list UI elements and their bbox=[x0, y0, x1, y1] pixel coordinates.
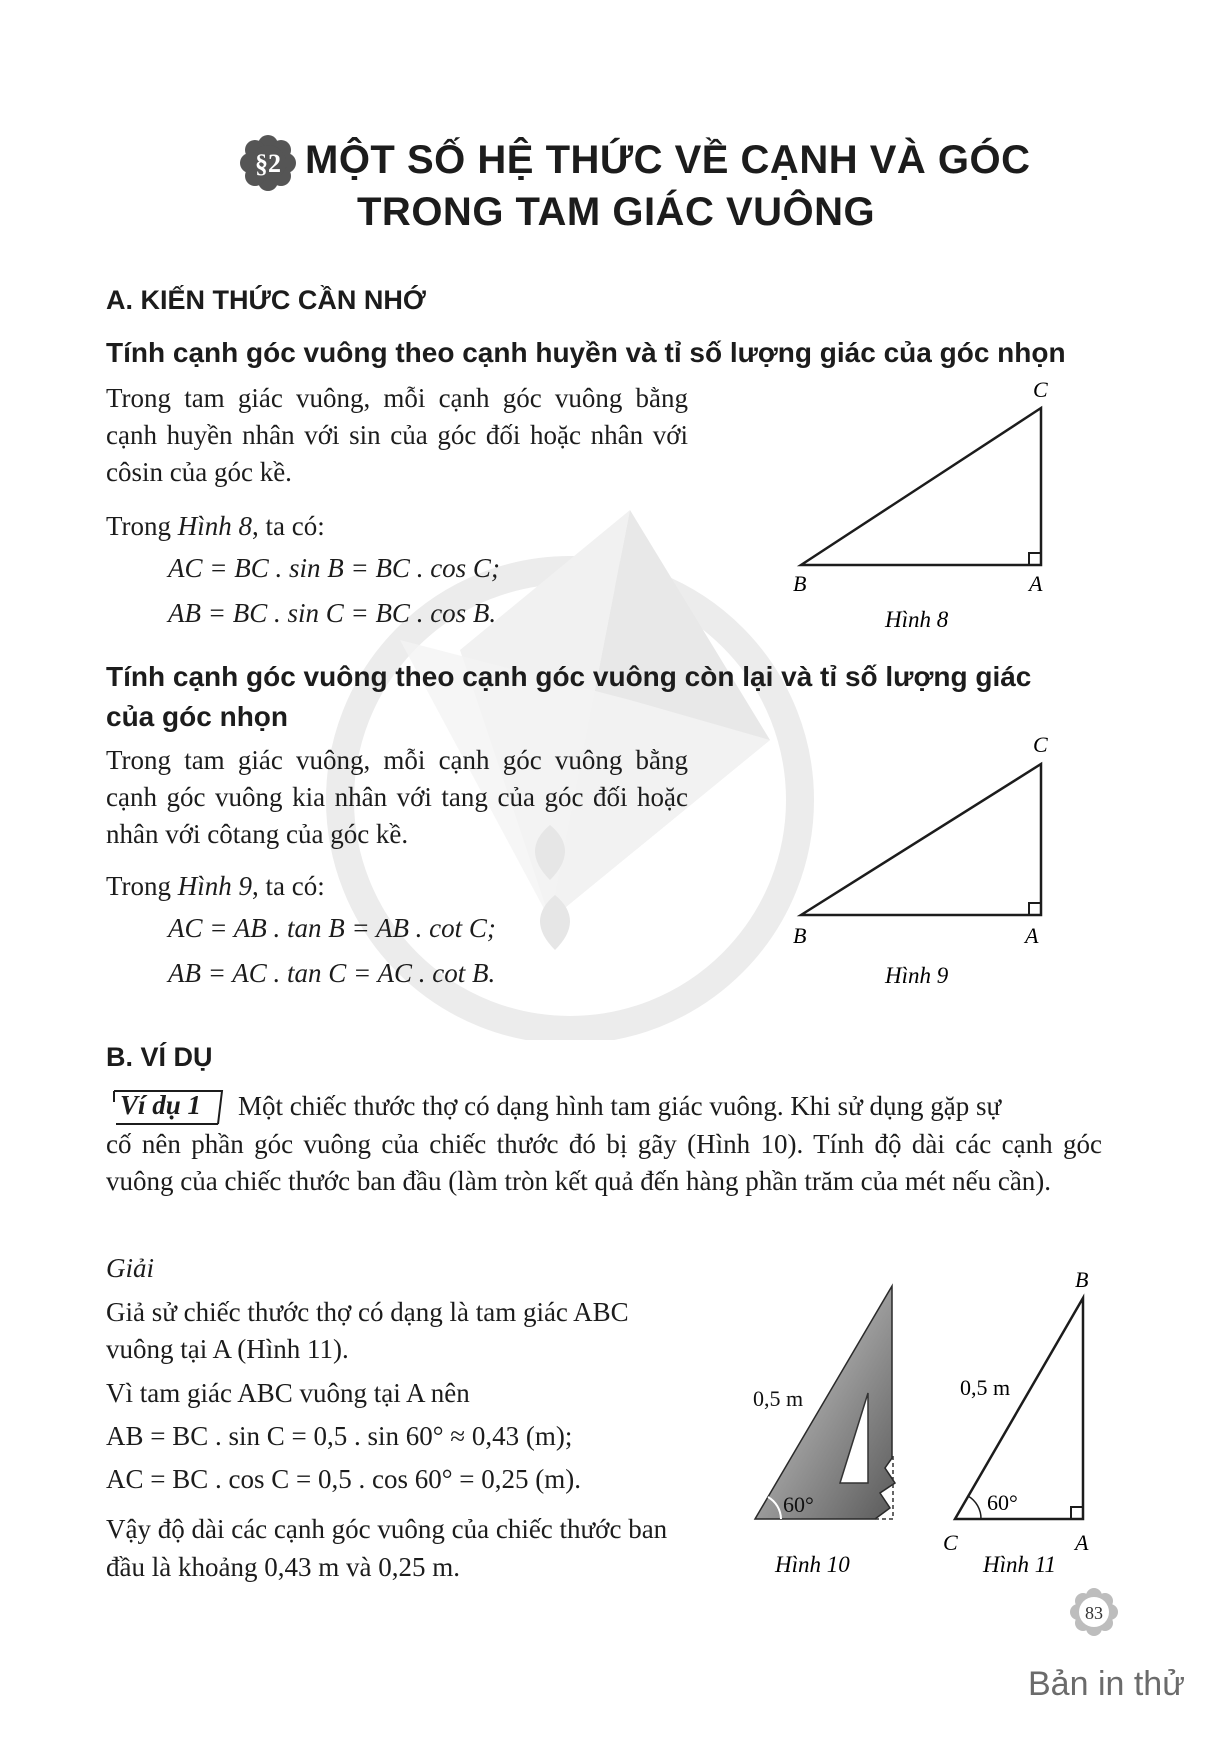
part1-subheading: Tính cạnh góc vuông theo cạnh huyền và tỉ số lượng giác của góc nhọn bbox=[106, 337, 1066, 368]
fig8-label-c: C bbox=[1033, 377, 1048, 402]
intro-prefix: Trong bbox=[106, 871, 178, 901]
fig11-length: 0,5 m bbox=[960, 1375, 1011, 1400]
solution-line3: Vì tam giác ABC vuông tại A nên bbox=[106, 1378, 470, 1408]
solution-line1: Giả sử chiếc thước thợ có dạng là tam giác ABC bbox=[106, 1297, 629, 1327]
example-tag bbox=[106, 1088, 228, 1126]
page-number-flower-icon bbox=[1070, 1588, 1118, 1636]
watermark-text: Bản in thử bbox=[1028, 1665, 1185, 1703]
example-problem-line1: Một chiếc thước thợ có dạng hình tam giác vuông. Khi sử dụng gặp sự bbox=[238, 1091, 1002, 1121]
fig8-label-a: A bbox=[1029, 571, 1043, 596]
section-b-heading: B. VÍ DỤ bbox=[106, 1042, 213, 1072]
page-number-badge bbox=[1070, 1588, 1118, 1636]
fig11-label-a: A bbox=[1075, 1530, 1089, 1555]
fig11-label-c: C bbox=[943, 1530, 958, 1555]
intro-suffix: , ta có: bbox=[252, 511, 325, 541]
figure-10-set-square bbox=[745, 1278, 905, 1608]
part2-eq2: AB = AC . tan C = AC . cot B. bbox=[168, 958, 496, 988]
figure-8-triangle bbox=[785, 372, 1065, 637]
example-tag-label: Ví dụ 1 bbox=[120, 1090, 202, 1120]
figure-11-triangle bbox=[935, 1262, 1105, 1607]
fig8-caption: Hình 8 bbox=[885, 607, 949, 632]
page-number: 83 bbox=[1085, 1603, 1103, 1623]
solution-label: Giải bbox=[106, 1253, 155, 1283]
page-title-line2: TRONG TAM GIÁC VUÔNG bbox=[357, 190, 876, 234]
fig10-length: 0,5 m bbox=[753, 1386, 804, 1411]
figure-9-triangle bbox=[785, 727, 1065, 992]
solution-eq2: AC = BC . cos C = 0,5 . cos 60° = 0,25 (m). bbox=[106, 1464, 581, 1494]
fig11-label-b: B bbox=[1075, 1267, 1089, 1292]
intro-fig-ref: Hình 9 bbox=[177, 871, 253, 901]
section-a-heading: A. KIẾN THỨC CẦN NHỚ bbox=[106, 285, 426, 315]
part2-body: Trong tam giác vuông, mỗi cạnh góc vuông bằng cạnh góc vuông kia nhân với tang của góc đối hoặc nhân với côtang của góc kề. bbox=[106, 745, 688, 849]
part1-eq1: AC = BC . sin B = BC . cos C; bbox=[168, 553, 500, 583]
part2-subheading-line1: Tính cạnh góc vuông theo cạnh góc vuông còn lại và tỉ số lượng giác bbox=[106, 661, 1032, 692]
part2-subheading-line2: của góc nhọn bbox=[106, 701, 288, 732]
fig11-angle: 60° bbox=[987, 1490, 1018, 1515]
example-problem-rest: cố nên phần góc vuông của chiếc thước đó bị gãy (Hình 10). Tính độ dài các cạnh góc vuông của chiếc thước ban đầu (làm tròn kết quả đến hàng phần trăm của mét nếu cần). bbox=[106, 1129, 1102, 1196]
solution-conclusion-line1: Vậy độ dài các cạnh góc vuông của chiếc thước ban bbox=[106, 1514, 668, 1544]
part1-intro bbox=[106, 508, 325, 545]
fig10-caption: Hình 10 bbox=[775, 1552, 850, 1577]
fig8-label-b: B bbox=[793, 571, 807, 596]
intro-suffix: , ta có: bbox=[252, 871, 325, 901]
part1-body: Trong tam giác vuông, mỗi cạnh góc vuông bằng cạnh huyền nhân với sin của góc đối hoặc nhân với côsin của góc kề. bbox=[106, 383, 688, 487]
fig10-angle: 60° bbox=[783, 1492, 814, 1517]
fig9-label-b: B bbox=[793, 923, 807, 948]
part2-intro bbox=[106, 868, 325, 905]
solution-conclusion-line2: đầu là khoảng 0,43 m và 0,25 m. bbox=[106, 1552, 460, 1582]
fig9-label-c: C bbox=[1033, 732, 1048, 757]
intro-prefix: Trong bbox=[106, 511, 178, 541]
fig11-caption: Hình 11 bbox=[983, 1552, 1057, 1577]
section-badge bbox=[240, 135, 296, 191]
intro-fig-ref: Hình 8 bbox=[177, 511, 253, 541]
solution-line2: vuông tại A (Hình 11). bbox=[106, 1334, 349, 1364]
part1-eq2: AB = BC . sin C = BC . cos B. bbox=[168, 598, 497, 628]
page-title-line1: MỘT SỐ HỆ THỨC VỀ CẠNH VÀ GÓC bbox=[305, 138, 1031, 182]
fig9-label-a: A bbox=[1025, 923, 1039, 948]
fig9-caption: Hình 9 bbox=[885, 963, 949, 988]
solution-eq1: AB = BC . sin C = 0,5 . sin 60° ≈ 0,43 (m); bbox=[106, 1421, 573, 1451]
badge-text: §2 bbox=[255, 149, 281, 178]
part2-eq1: AC = AB . tan B = AB . cot C; bbox=[168, 913, 496, 943]
flower-badge-icon bbox=[240, 135, 296, 191]
